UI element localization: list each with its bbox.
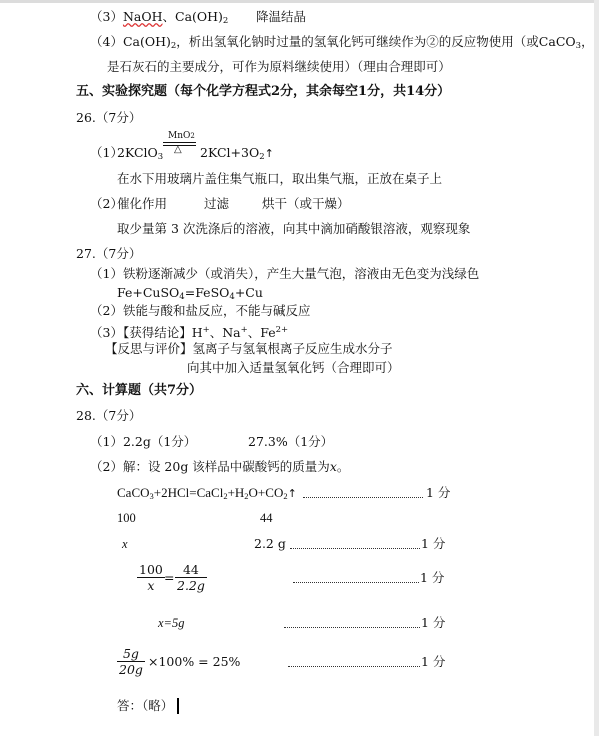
formula-text: O+CO [248, 485, 284, 500]
section-5-heading: 五、实验探究题（每个化学方程式2分，其余每空1分，共14分） [76, 84, 451, 99]
final-answer: 答：（略） [117, 698, 174, 713]
formula-text: Fe+CuSO [117, 285, 180, 300]
q25-3-line [90, 9, 228, 29]
formula-text: +H [227, 485, 245, 500]
q28-1-answer-b: 27.3%（1分） [248, 434, 334, 449]
gas-arrow: ↑ [287, 487, 297, 500]
score-1: 1 分 [426, 485, 451, 500]
q26-2-operation: 取少量第 3 次洗涤后的溶液，向其中滴加硝酸银溶液，观察现象 [117, 221, 471, 236]
dotted-leader [284, 627, 420, 628]
fraction-44-over-2.2g [175, 563, 207, 593]
q25-4-line [90, 34, 594, 54]
item-number: （3） [90, 9, 123, 24]
formula-text: +2HCl=CaCl [153, 485, 224, 500]
line-text: （2）解：设 20g 该样品中碳酸钙的质量为 [90, 459, 330, 474]
subscript: 2 [223, 491, 228, 501]
line-text: （3）【获得结论】H [90, 325, 203, 340]
denominator: 2.2g [177, 578, 205, 593]
q26-1-reactant [117, 145, 163, 165]
mass-co2: 2.2 g [254, 536, 286, 551]
line-text: （4）Ca(OH) [90, 34, 171, 49]
score-5: 1 分 [421, 654, 446, 669]
dotted-leader [290, 548, 420, 549]
line-text: ， [581, 34, 594, 49]
top-edge [0, 0, 599, 3]
subscript: 4 [179, 292, 185, 302]
score-4: 1 分 [421, 615, 446, 630]
denominator: 20g [119, 662, 143, 677]
q26-1-operation: 在水下用玻璃片盖住集气瓶口，取出集气瓶，正放在桌子上 [117, 171, 443, 186]
denominator: x [147, 578, 155, 593]
q28-1-answer-a: （1）2.2g（1分） [90, 434, 197, 449]
q26-2-number: （2） [90, 196, 123, 211]
q26-1-product [200, 145, 274, 165]
mass-x: x [122, 537, 128, 551]
subscript: 2 [283, 491, 288, 501]
q26-heading: 26.（7分） [76, 110, 142, 125]
result-x: x=5g [158, 616, 185, 630]
subscript: 3 [157, 152, 164, 162]
q28-2-intro [90, 459, 349, 475]
variable-x: x [329, 459, 337, 474]
formula-text: 、Ca(OH) [162, 9, 223, 24]
q26-2-answer-a: 催化作用 [117, 196, 168, 211]
spelling-marked-text: NaOH [122, 9, 163, 24]
subscript: 2 [170, 41, 177, 51]
formula-text: CaCO [117, 485, 150, 500]
q27-4-line: 【反思与评价】氢离子与氢氧根离子反应生成水分子 [105, 341, 393, 356]
dotted-leader [303, 497, 423, 498]
subscript: 3 [149, 491, 154, 501]
fraction-5g-over-20g [117, 647, 145, 677]
formula-text: =FeSO [184, 285, 230, 300]
q27-1-equation [117, 285, 263, 305]
score-2: 1 分 [421, 536, 446, 551]
subscript: 2 [259, 152, 265, 162]
numerator: 100 [139, 562, 163, 577]
numerator: 44 [182, 562, 199, 577]
superscript: 2+ [275, 325, 289, 335]
line-text: 、Fe [247, 325, 276, 340]
molar-mass-co2: 44 [260, 511, 273, 525]
superscript: + [202, 325, 210, 335]
line-text: 。 [336, 459, 350, 474]
dotted-leader [288, 666, 420, 667]
formula-text: 2KClO [117, 145, 158, 160]
q26-2-answer-b: 过滤 [204, 196, 230, 211]
gas-arrow: ↑ [264, 147, 274, 160]
q25-4-continuation: 是石灰石的主要成分，可作为原料继续使用）（理由合理即可） [107, 59, 451, 74]
q27-2-line: （2）铁能与酸和盐反应，不能与碱反应 [90, 303, 311, 318]
right-edge [594, 0, 599, 736]
calc-equation [117, 485, 297, 504]
subscript: 2 [222, 16, 229, 26]
formula-text: +Cu [234, 285, 263, 300]
formula-text: 2KCl+3O [200, 145, 260, 160]
line-text: 、Na [209, 325, 241, 340]
equals-sign: = [164, 570, 175, 585]
subscript: 2 [190, 132, 195, 140]
percentage-result: ×100% = 25% [148, 654, 241, 669]
numerator: 5g [122, 646, 139, 661]
q28-heading: 28.（7分） [76, 408, 142, 423]
catalyst-text: MnO [168, 131, 191, 141]
fraction-100-over-x [137, 563, 165, 593]
score-3: 1 分 [420, 570, 445, 585]
superscript: + [240, 325, 248, 335]
text-cursor[interactable] [177, 698, 179, 714]
reaction-line-top [163, 142, 196, 143]
q25-3-method: 降温结晶 [256, 9, 307, 24]
catalyst-label [168, 131, 195, 141]
q27-1-line: （1）铁粉逐渐减少（或消失），产生大量气泡，溶液由无色变为浅绿色 [90, 266, 480, 281]
line-text: ，析出氢氧化钠时过量的氢氧化钙可继续作为②的反应物使用（或CaCO [176, 34, 576, 49]
subscript: 3 [575, 41, 582, 51]
section-6-heading: 六、计算题（共7分） [76, 383, 203, 398]
q27-5-line: 向其中加入适量氢氧化钙（合理即可） [187, 360, 400, 375]
q26-2-answer-c: 烘干（或干燥） [262, 196, 350, 211]
heat-symbol: △ [174, 144, 182, 155]
q26-1-number: （1） [90, 145, 123, 160]
q27-heading: 27.（7分） [76, 246, 142, 261]
molar-mass-caco3: 100 [117, 511, 136, 525]
subscript: 2 [244, 491, 249, 501]
q27-3-line [90, 322, 288, 341]
dotted-leader [293, 582, 419, 583]
subscript: 4 [229, 292, 235, 302]
